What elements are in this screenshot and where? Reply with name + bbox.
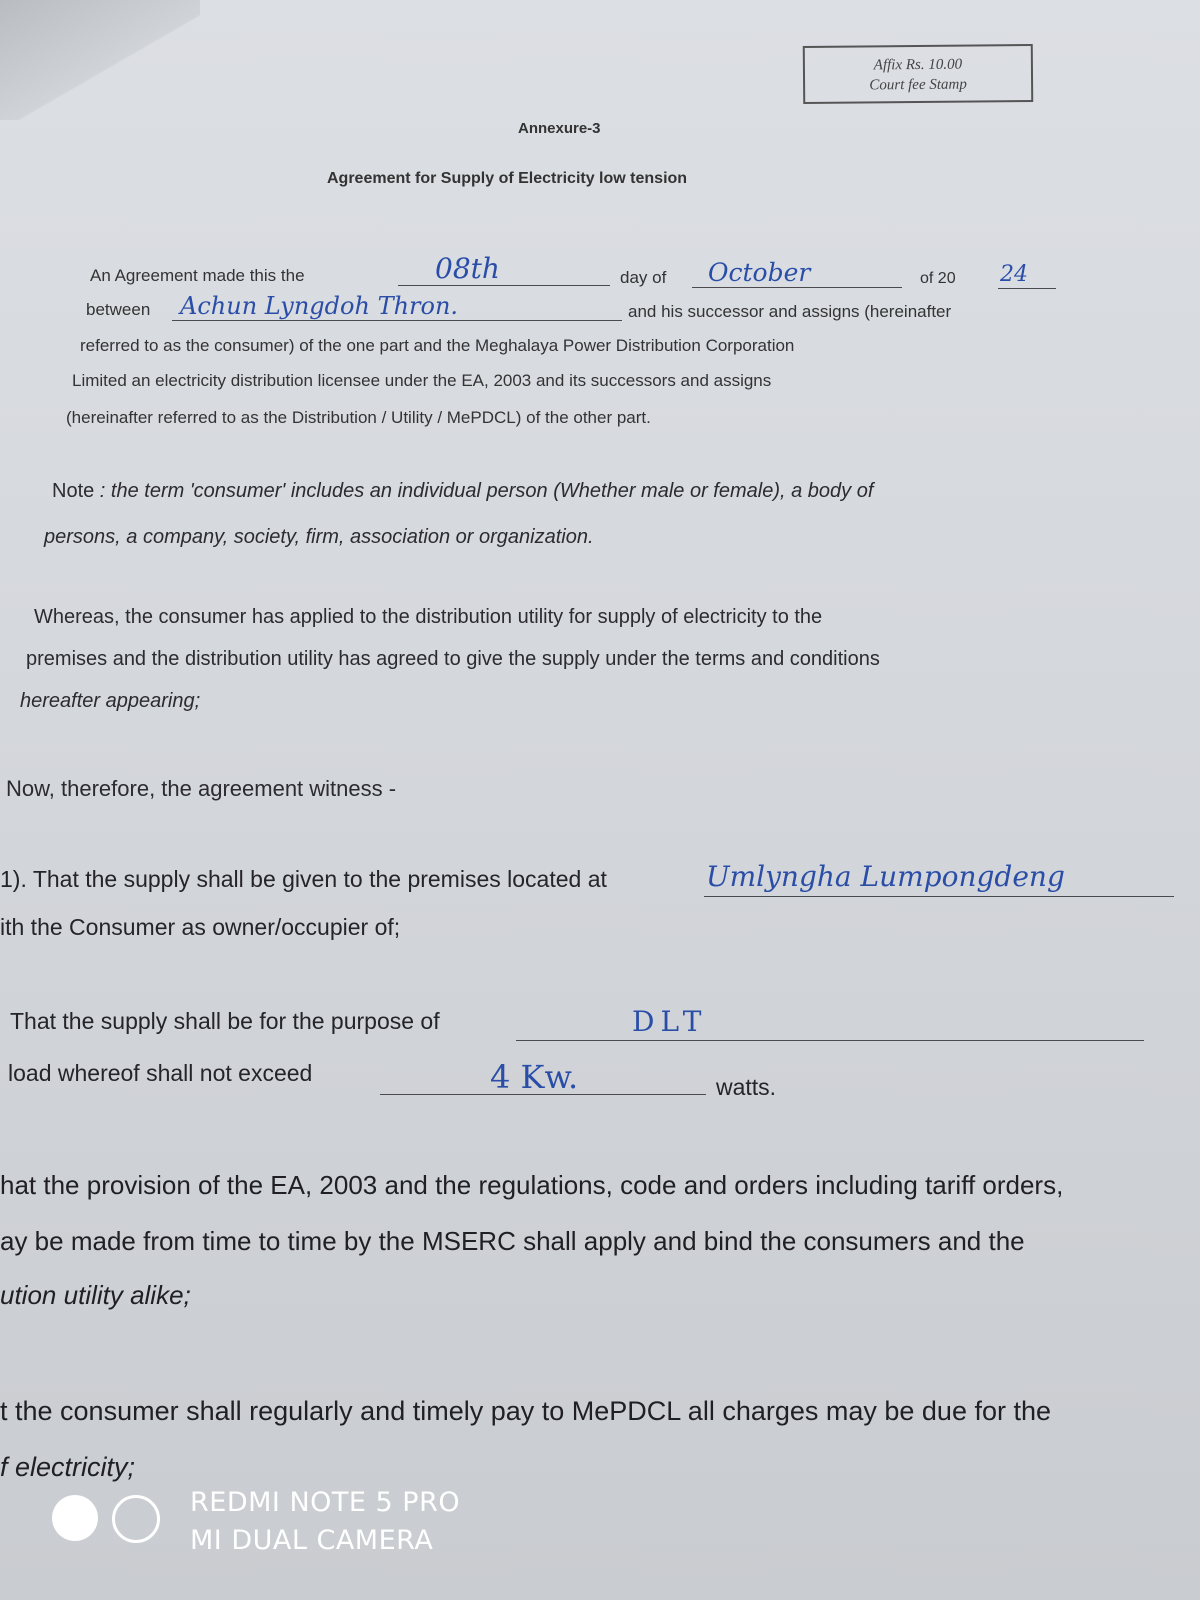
handwritten-premises: Umlyngha Lumpongdeng [706, 860, 1065, 893]
year-underline [998, 288, 1056, 289]
clause-3-line-1: hat the provision of the EA, 2003 and the regulations, code and orders including tariff orders, [0, 1170, 1064, 1200]
handwritten-month: October [708, 258, 811, 287]
whereas-line-3: hereafter appearing; [20, 690, 201, 712]
handwritten-load: 4 Kw. [490, 1058, 579, 1096]
camera-watermark-line-2: MI DUAL CAMERA [190, 1525, 434, 1556]
agreement-text-line-3: referred to as the consumer) of the one part and the Meghalaya Power Distribution Corporation [80, 336, 795, 355]
clause-3-line-2: ay be made from time to time by the MSERC shall apply and bind the consumers and the [0, 1226, 1025, 1256]
camera-watermark-dot-ring [112, 1495, 160, 1543]
stamp-line-1: Affix Rs. 10.00 [873, 56, 963, 74]
note-line-1 [52, 480, 873, 503]
camera-watermark-dot-filled [52, 1495, 98, 1541]
clause-2-line-1: That the supply shall be for the purpose of [10, 1008, 440, 1034]
month-underline [692, 287, 902, 288]
clause-4-line-1: t the consumer shall regularly and timely pay to MePDCL all charges may be due for the [0, 1396, 1052, 1426]
premises-underline [704, 896, 1174, 897]
document-title: Agreement for Supply of Electricity low tension [327, 170, 688, 187]
note-line-2: persons, a company, society, firm, association or organization. [44, 526, 594, 548]
handwritten-purpose: DLT [632, 1005, 708, 1038]
note-label: Note [52, 480, 95, 502]
agreement-text-of-20: of 20 [920, 270, 956, 287]
clause-1-line-1: 1). That the supply shall be given to the premises located at [0, 866, 607, 892]
annexure-label: Annexure-3 [518, 120, 601, 137]
agreement-text-made-this: An Agreement made this the [90, 266, 305, 285]
handwritten-year: 24 [1000, 262, 1028, 287]
clause-2-unit: watts. [716, 1074, 777, 1100]
agreement-text-successor: and his successor and assigns (hereinafter [628, 302, 952, 321]
handwritten-consumer-name: Achun Lyngdoh Thron. [180, 292, 459, 320]
witness-heading: Now, therefore, the agreement witness - [6, 776, 397, 801]
purpose-underline [516, 1040, 1144, 1041]
clause-4-line-2: f electricity; [0, 1452, 136, 1482]
clause-1-line-2: ith the Consumer as owner/occupier of; [0, 914, 401, 940]
note-text-1: : the term 'consumer' includes an individual person (Whether male or female), a body of [94, 480, 874, 502]
whereas-line-2: premises and the distribution utility has agreed to give the supply under the terms and conditions [26, 648, 880, 670]
agreement-text-line-5: (hereinafter referred to as the Distribution / Utility / MePDCL) of the other part. [66, 408, 651, 427]
court-fee-stamp-box [803, 44, 1033, 104]
consumer-name-underline [172, 320, 622, 321]
agreement-text-line-4: Limited an electricity distribution licensee under the EA, 2003 and its successors and assigns [72, 371, 772, 390]
whereas-line-1: Whereas, the consumer has applied to the distribution utility for supply of electricity to the [34, 606, 823, 628]
camera-watermark-text [190, 1484, 460, 1560]
handwritten-day: 08th [435, 252, 500, 285]
day-underline [398, 285, 610, 286]
agreement-text-day-of: day of [620, 268, 667, 287]
agreement-text-between: between [86, 300, 151, 319]
clause-3-line-3: ution utility alike; [0, 1280, 191, 1310]
stamp-line-2: Court fee Stamp [869, 76, 967, 94]
clause-2-line-2: load whereof shall not exceed [8, 1060, 313, 1086]
camera-watermark-line-1: REDMI NOTE 5 PRO [190, 1487, 461, 1518]
